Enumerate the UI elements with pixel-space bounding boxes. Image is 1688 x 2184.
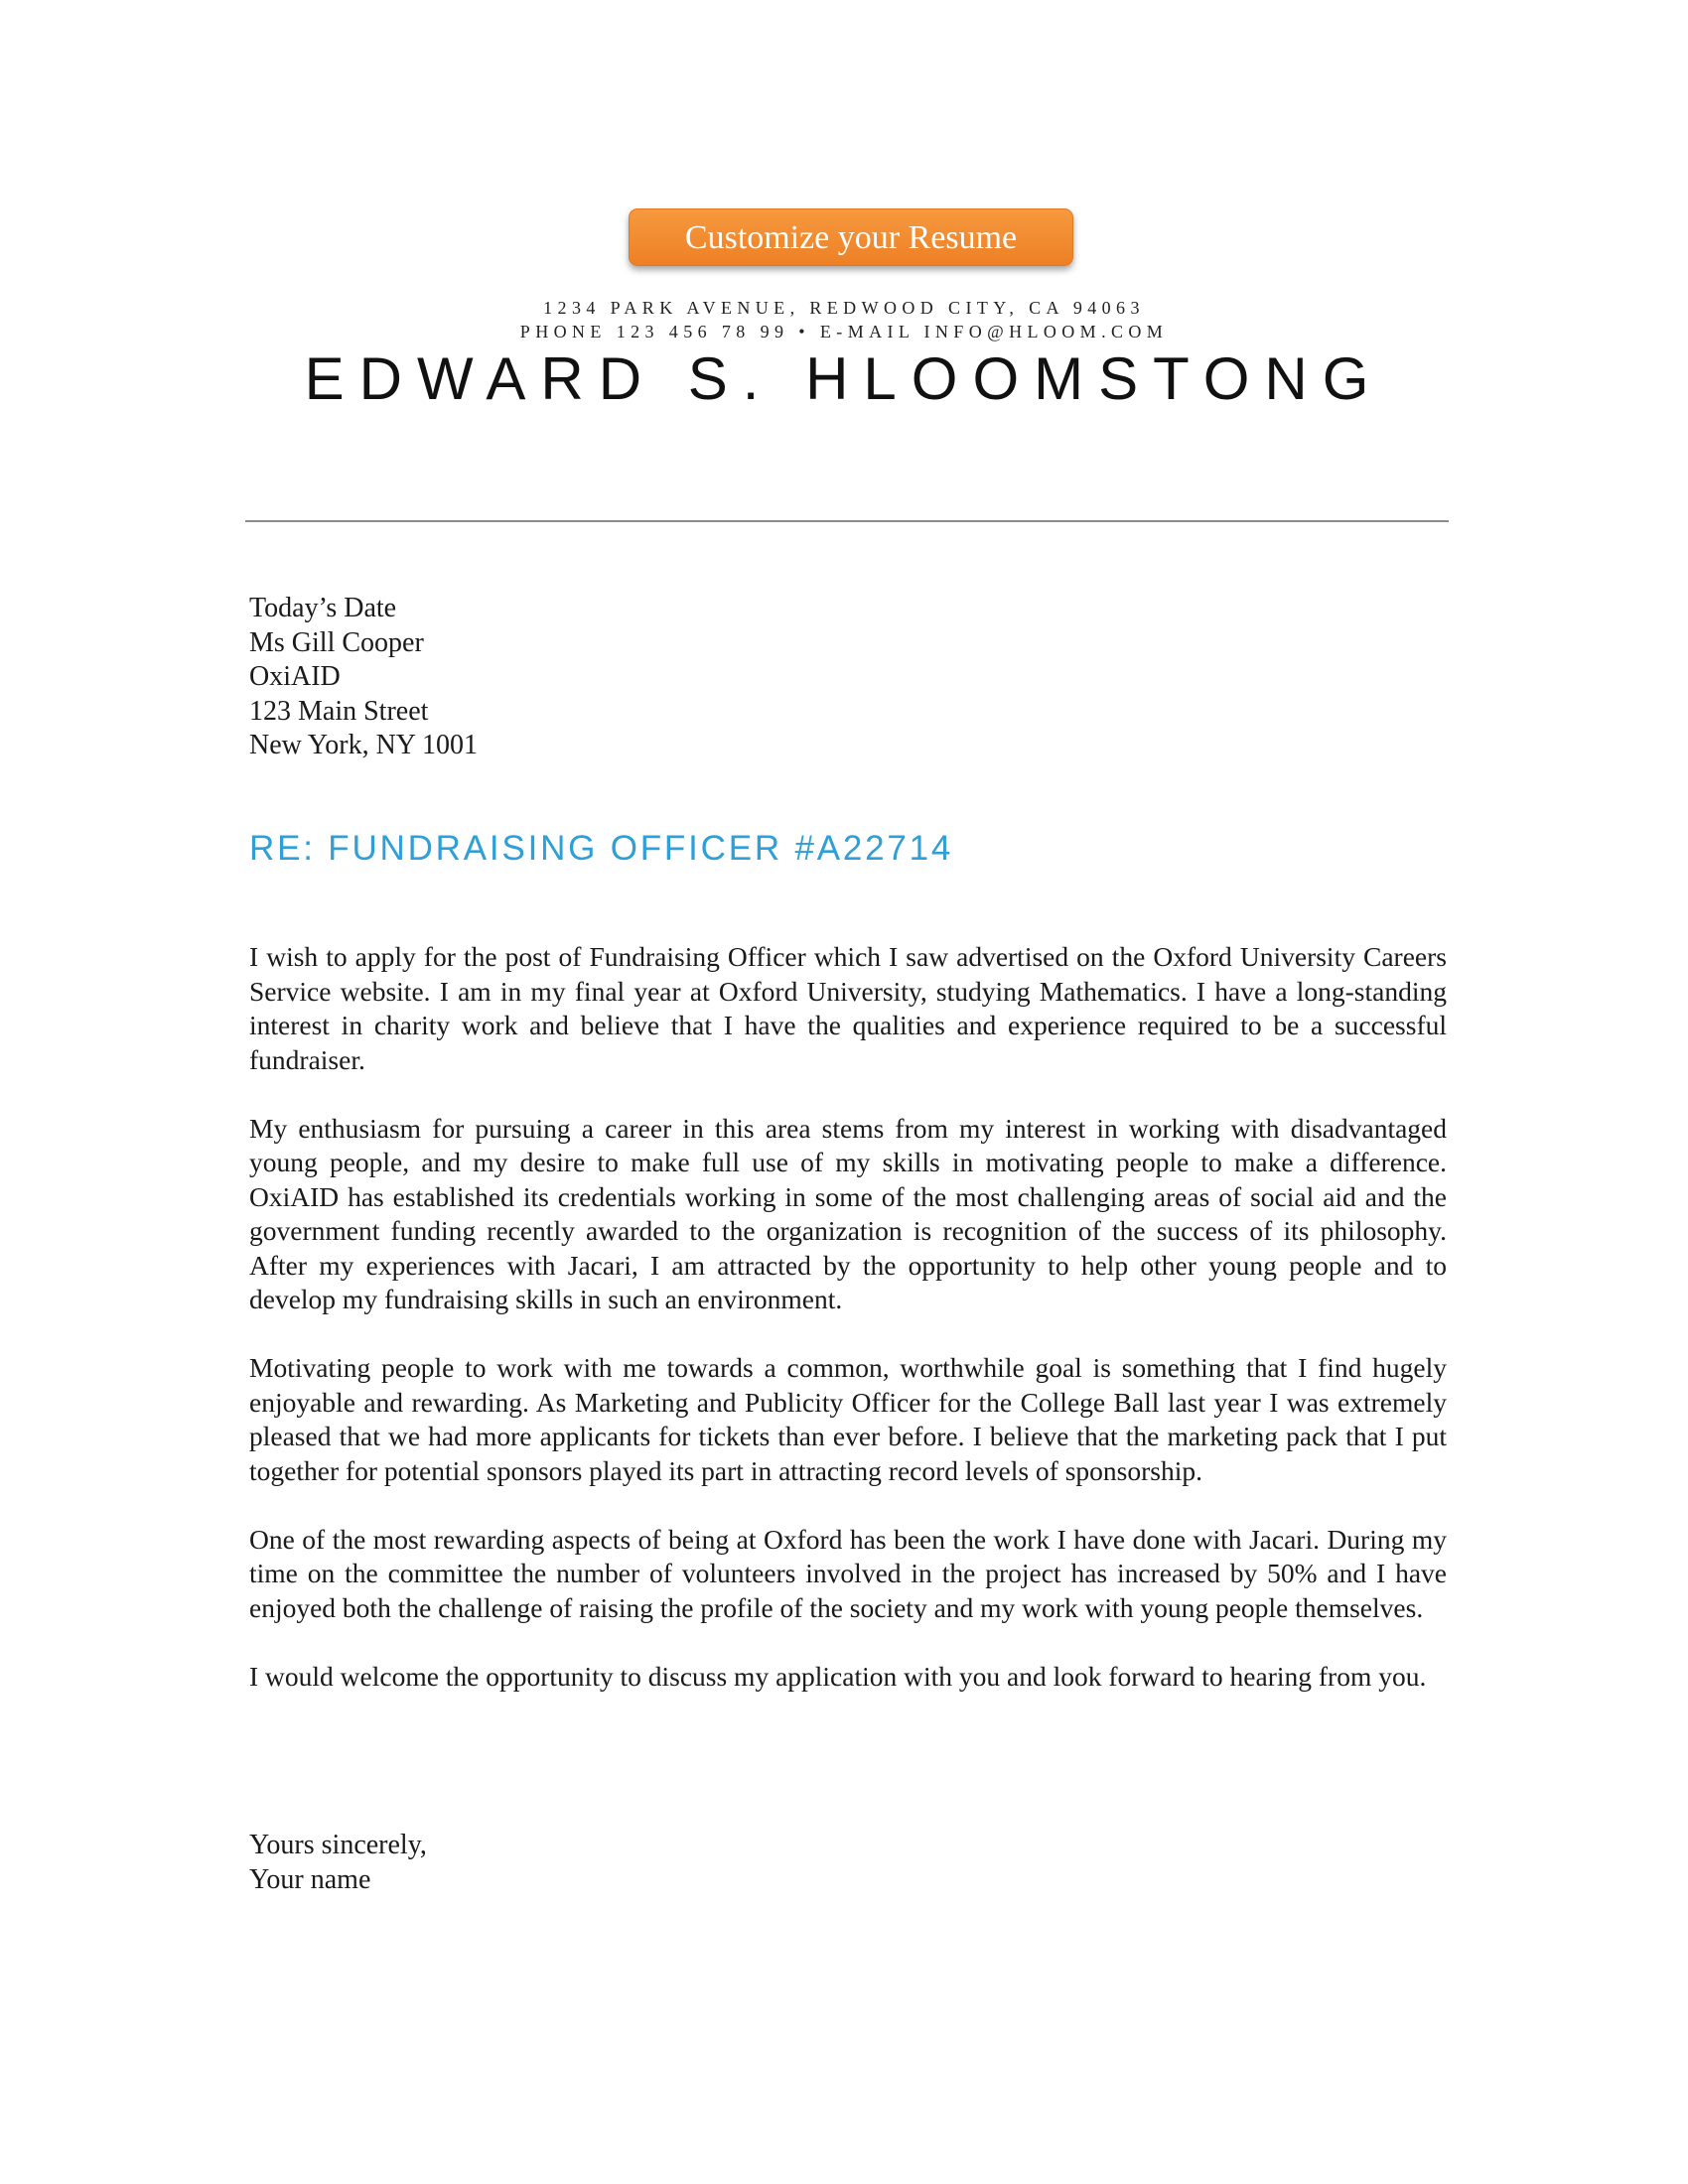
- body-paragraph: Motivating people to work with me towards a common, worthwhile goal is something that I find hugely enjoyable and rewarding. As Marketing and Publicity Officer for the College Ball last year I was extremely pleased that we had more applicants for tickets than ever before. I believe that the marketing pack that I put together for potential sponsors played its part in attracting record levels of sponsorship.: [249, 1352, 1447, 1486]
- recipient-street: 123 Main Street: [249, 695, 429, 727]
- signature-name: Your name: [249, 1863, 371, 1895]
- recipient-block: [249, 592, 478, 763]
- body-paragraph: I wish to apply for the post of Fundraising Officer which I saw advertised on the Oxford University Careers Service website. I am in my final year at Oxford University, studying Mathematics. I have a long-standing interest in charity work and believe that I have the qualities and experience required to be a successful fundraiser.: [249, 941, 1447, 1075]
- body-paragraph: One of the most rewarding aspects of being at Oxford has been the work I have done with Jacari. During my time on the committee the number of volunteers involved in the project has increased by 50% and I have enjoyed both the challenge of raising the profile of the society and my work with young people themselves.: [249, 1523, 1447, 1623]
- sender-name: EDWARD S. HLOOMSTONG: [304, 345, 1384, 412]
- sender-address: 1234 PARK AVENUE, REDWOOD CITY, CA 94063: [543, 298, 1145, 318]
- body-paragraph: I would welcome the opportunity to discuss my application with you and look forward to hearing from you.: [249, 1660, 1427, 1692]
- closing-block: [249, 1829, 427, 1897]
- letter-date: Today’s Date: [249, 593, 397, 623]
- header-divider: [245, 520, 1449, 522]
- letter-body: [249, 940, 1447, 1728]
- recipient-name: Ms Gill Cooper: [249, 626, 424, 658]
- customize-resume-button[interactable]: Customize your Resume: [629, 208, 1073, 266]
- recipient-city: New York, NY 1001: [249, 730, 478, 760]
- closing-salutation: Yours sincerely,: [249, 1830, 427, 1860]
- subject-line: RE: FUNDRAISING OFFICER #A22714: [249, 829, 954, 868]
- body-paragraph: My enthusiasm for pursuing a career in this area stems from my interest in working with disadvantaged young people, and my desire to make full use of my skills in motivating people to make a difference. OxiAID has established its credentials working in some of the most challenging areas of social aid and the government funding recently awarded to the organization is recognition of the success of its philosophy. After my experiences with Jacari, I am attracted by the opportunity to help other young people and to develop my fundraising skills in such an environment.: [249, 1112, 1447, 1314]
- sender-contact: PHONE 123 456 78 99 • E-MAIL INFO@HLOOM.COM: [519, 322, 1169, 341]
- recipient-company: OxiAID: [249, 661, 341, 692]
